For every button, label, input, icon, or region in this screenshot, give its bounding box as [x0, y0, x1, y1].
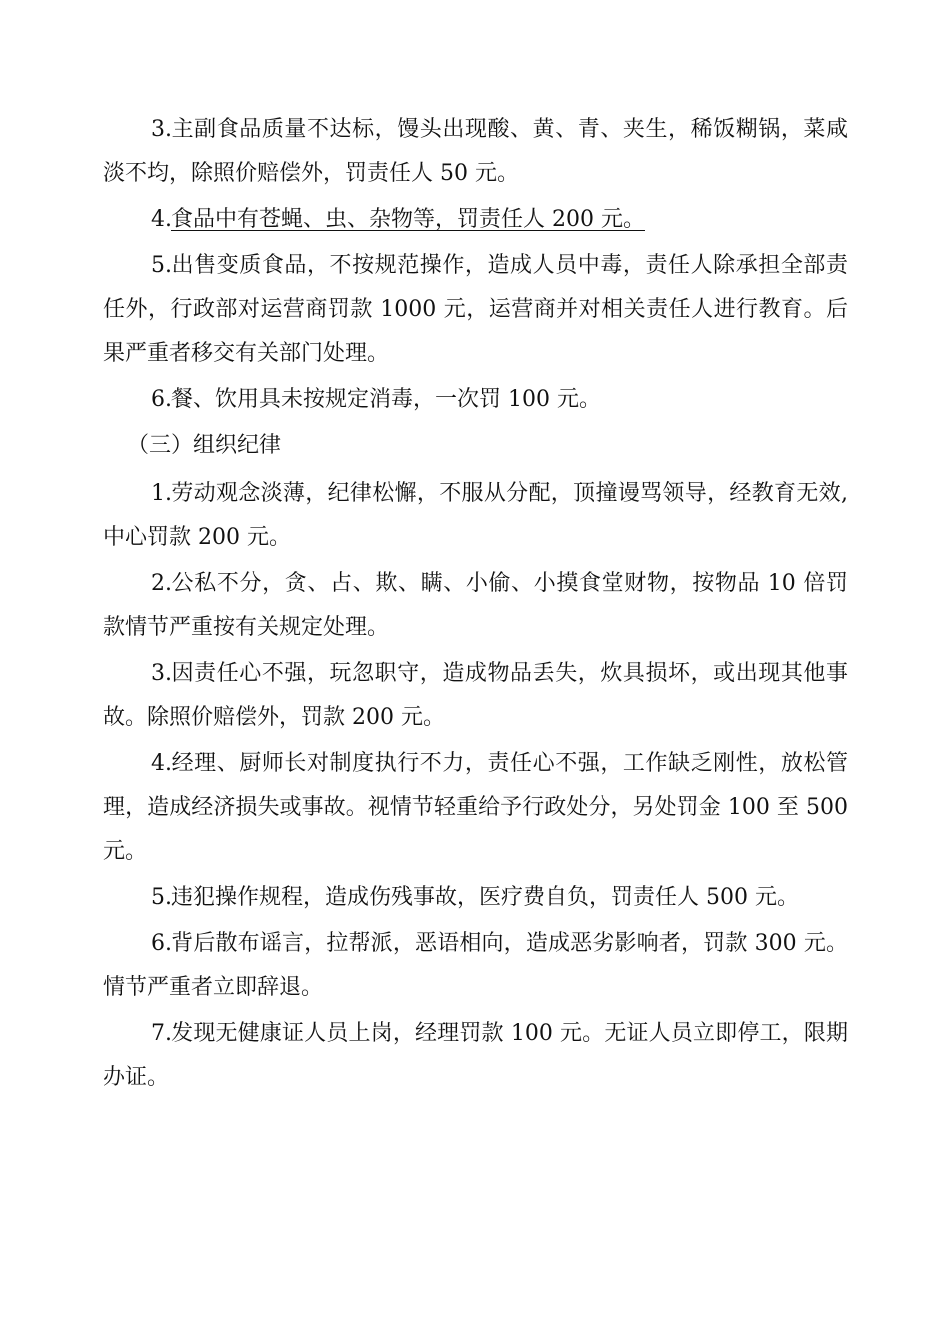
list-item [103, 922, 848, 1010]
list-item [103, 244, 848, 376]
item-number: 1. [151, 481, 172, 506]
list-item [103, 198, 848, 242]
item-text: 劳动观念淡薄，纪律松懈，不服从分配，顶撞谩骂领导，经教育无效,中心罚款 200 元。 [103, 481, 848, 550]
item-text: 因责任心不强，玩忽职守，造成物品丢失，炊具损坏，或出现其他事故。除照价赔偿外，罚款 200 元。 [103, 661, 848, 730]
item-number: 5. [151, 253, 172, 278]
item-text: 违犯操作规程，造成伤残事故，医疗费自负，罚责任人 500 元。 [171, 885, 799, 910]
list-item [103, 1012, 848, 1100]
item-number: 4. [151, 751, 172, 776]
item-text: 主副食品质量不达标，馒头出现酸、黄、青、夹生，稀饭糊锅，菜咸淡不均，除照价赔偿外，罚责任人 50 元。 [103, 117, 848, 186]
item-text: 出售变质食品，不按规范操作，造成人员中毒，责任人除承担全部责任外，行政部对运营商罚款 1000 元，运营商并对相关责任人进行教育。后果严重者移交有关部门处理。 [103, 253, 848, 366]
item-number: 3. [151, 117, 172, 142]
list-item [103, 378, 848, 422]
item-number: 6. [151, 931, 172, 956]
item-text-underlined: 食品中有苍蝇、虫、杂物等，罚责任人 200 元。 [171, 207, 645, 232]
item-number: 7. [151, 1021, 172, 1046]
document-body [103, 108, 848, 1102]
item-text: 发现无健康证人员上岗，经理罚款 100 元。无证人员立即停工，限期办证。 [103, 1021, 848, 1090]
list-item [103, 742, 848, 874]
item-text: 餐、饮用具未按规定消毒，一次罚 100 元。 [171, 387, 601, 412]
list-item [103, 108, 848, 196]
list-item [103, 472, 848, 560]
item-number: 5. [151, 885, 172, 910]
item-number: 4. [151, 207, 172, 232]
list-item [103, 652, 848, 740]
item-text: 经理、厨师长对制度执行不力，责任心不强，工作缺乏刚性，放松管理，造成经济损失或事故。视情节轻重给予行政处分，另处罚金 100 至 500 元。 [103, 751, 848, 864]
item-text: 公私不分，贪、占、欺、瞒、小偷、小摸食堂财物，按物品 10 倍罚款情节严重按有关规定处理。 [103, 571, 848, 640]
list-item [103, 562, 848, 650]
item-text: 背后散布谣言，拉帮派，恶语相向，造成恶劣影响者，罚款 300 元。情节严重者立即辞退。 [103, 931, 848, 1000]
item-number: 6. [151, 387, 172, 412]
item-number: 2. [151, 571, 172, 596]
item-number: 3. [151, 661, 172, 686]
list-item [103, 876, 848, 920]
section-heading: （三）组织纪律 [127, 433, 282, 458]
